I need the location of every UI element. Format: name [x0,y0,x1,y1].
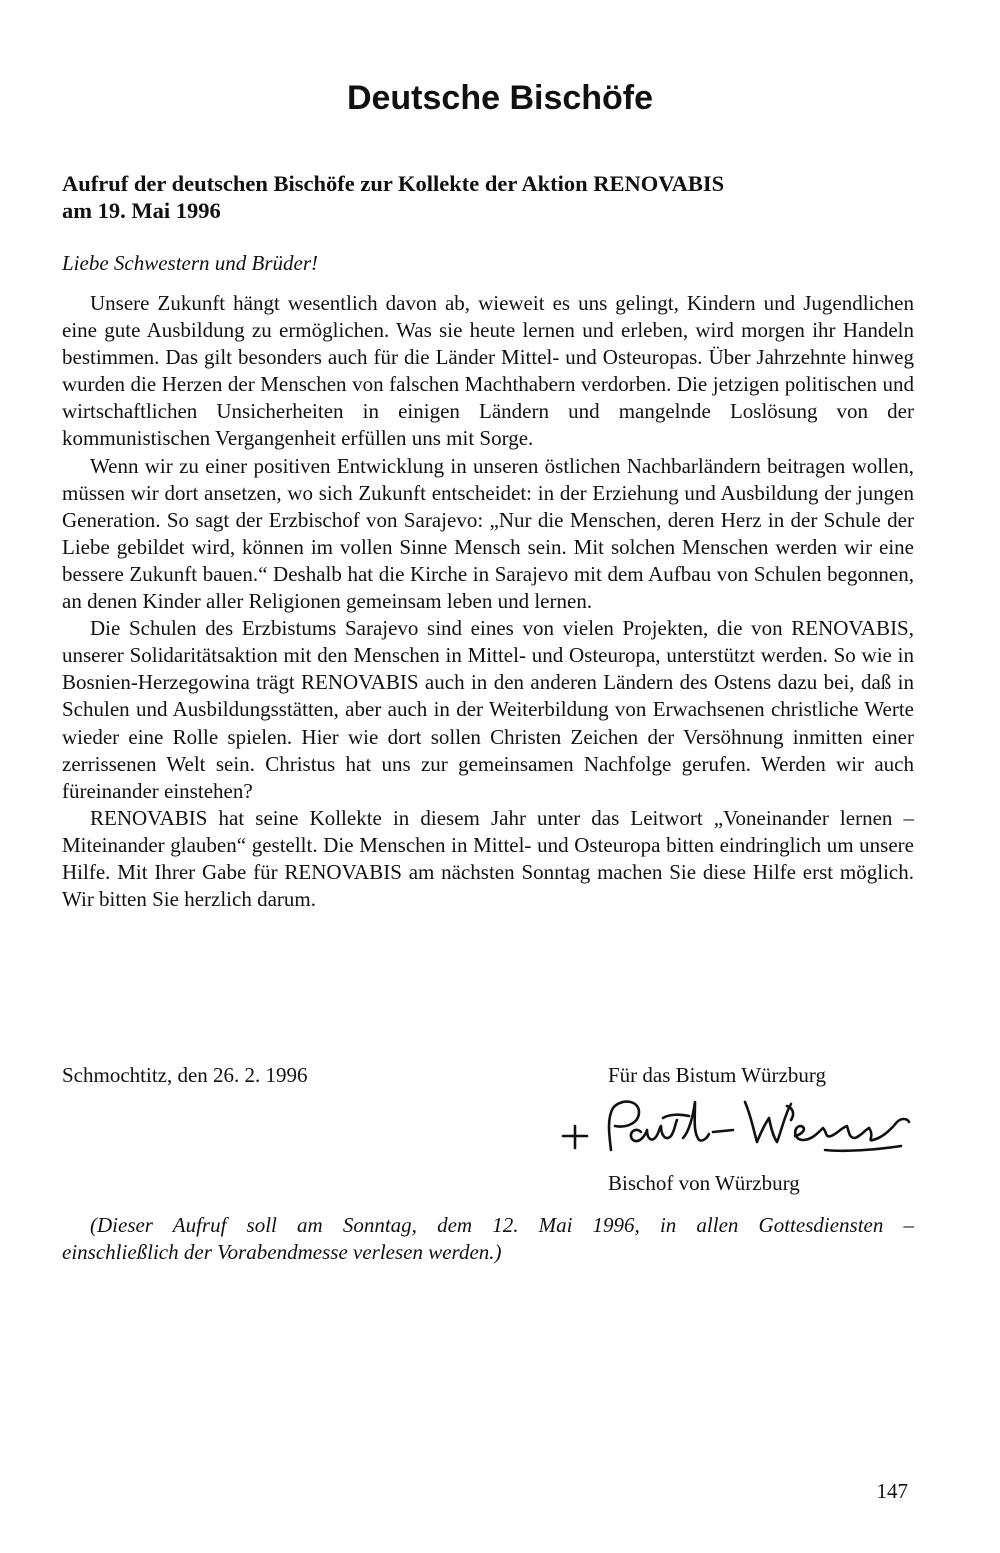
place-and-date: Schmochtitz, den 26. 2. 1996 [62,1063,308,1087]
reading-instruction-note [62,1212,914,1266]
paragraph-2: Wenn wir zu einer positiven Entwicklung in unseren östlichen Nachbarländern beitragen wollen, müssen wir dort ansetzen, wo sich Zukunft entscheidet: in der Erziehung und Ausbildung der jungen Generation. So sagt der Erzbischof von Sarajevo: „Nur die Menschen, deren Herz in der Schule der Liebe gebildet wird, können im vollen Sinne Mensch sein. Mit solchen Menschen werden wir eine bessere Zukunft bauen.“ Deshalb hat die Kirche in Sarajevo mit dem Aufbau von Schulen begonnen, an denen Kinder aller Religionen gemeinsam leben und lernen. [62,453,914,614]
diocese-line: Für das Bistum Würzburg [608,1063,826,1087]
document-title [62,170,922,224]
signer-title: Bischof von Würzburg [608,1171,800,1195]
page-header-title: Deutsche Bischöfe [346,79,654,117]
paragraph-4: RENOVABIS hat seine Kollekte in diesem Jahr unter das Leitwort „Voneinander lernen – Miteinander glauben“ gestellt. Die Menschen in Mittel- und Osteuropa bitten eindringlich um unsere Hilfe. Mit Ihrer Gabe für RENOVABIS am nächsten Sonntag machen Sie diese Hilfe erst möglich. Wir bitten Sie herzlich darum. [62,805,914,912]
body-text [62,290,914,913]
note-line-2: einschließlich der Vorabendmesse verlesen werden.) [62,1240,502,1264]
salutation: Liebe Schwestern und Brüder! [62,251,319,275]
document-title-line-1: Aufruf der deutschen Bischöfe zur Kollekte der Aktion RENOVABIS [62,171,725,196]
paragraph-3: Die Schulen des Erzbistums Sarajevo sind eines von vielen Projekten, die von RENOVABIS, unserer Solidaritätsaktion mit den Menschen in Mittel- und Osteuropa, unterstützt werden. So wie in Bosnien-Herzegowina trägt RENOVABIS auch in den anderen Ländern des Ostens dazu bei, daß in Schulen und Ausbildungsstätten, aber auch in der Weiterbildung von Erwachsenen christliche Werte wieder eine Rolle spielen. Hier wie dort sollen Christen Zeichen der Versöhnung inmitten einer zerrissenen Welt sein. Christus hat uns zur gemeinsamen Nachfolge gerufen. Werden wir auch füreinander einstehen? [62,616,914,803]
paragraph-1: Unsere Zukunft hängt wesentlich davon ab, wieweit es uns gelingt, Kindern und Jugendlichen eine gute Ausbildung zu ermöglichen. Was sie heute lernen und erleben, wird morgen ihr Handeln bestimmen. Das gilt besonders auch für die Länder Mittel- und Osteuropas. Über Jahrzehnte hinweg wurden die Herzen der Menschen von falschen Machthabern verdorben. Die jetzigen politischen und wirtschaftlichen Unsicherheiten in einigen Ländern und mangelnde Loslösung von der kommunistischen Vergangenheit erfüllen uns mit Sorge. [62,291,914,451]
handwritten-signature [555,1092,915,1164]
document-title-line-2: am 19. Mai 1996 [62,198,221,223]
page-number: 147 [876,1479,908,1503]
note-line-1: (Dieser Aufruf soll am Sonntag, dem 12. Mai 1996, in allen Gottesdiensten – [90,1213,914,1237]
